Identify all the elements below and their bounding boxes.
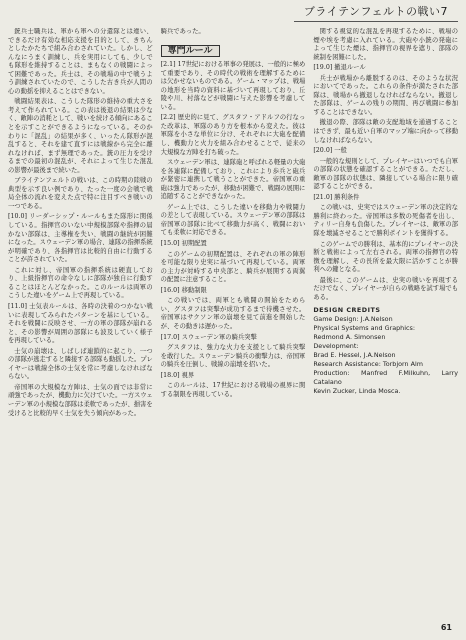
page-number: 61 [440, 623, 452, 632]
column-3-body [313, 28, 458, 302]
credit-line: Game Design: J.A.Nelson [313, 315, 393, 324]
paragraph: 兵士が戦場から離脱するのは、そのような状況においてであった。これらの条件が満たされた部隊は、戦場から撤退しなければならない。撤退した部隊は、ゲームの残りの期間、再び戦闘に参加することはできない。 [313, 74, 459, 116]
paragraph: グスタフは、強力な火力を支援として騎兵突撃を敢行した。スウェーデン騎兵の衝撃力は、帝国軍の騎兵を圧倒し、戦線の崩壊を招いた。 [160, 344, 306, 369]
column-2-intro: 騎兵であった。 [160, 28, 205, 35]
credit-line: Kevin Zucker, Linda Mosca. [313, 387, 401, 396]
paragraph: 戦闘結果表は、こうした隊形の維持の重大さを考えて作られている。この表は後退の結果は少なく、敵陣の消耗として、戦いを続ける傾向にあることを示すことができるようになっている。そのかわりに「混乱」の結果が多く、いったん隊形が混乱すると、それを建て直すには戦線から完全に離れなければ、まず無理であった。銃の圧力を受けるまでの最初の混乱が、それによって生じた混乱の影響が最後まで続いた。 [8, 98, 153, 174]
rule-paragraph: [17.0] スウェーデン軍の騎兵突撃 [160, 333, 257, 341]
credit-line: Physical Systems and Graphics: [313, 324, 415, 333]
paragraph: 士気の崩壊は、しばしば連鎖的に起こり、一つの部隊が逃走すると隣接する部隊も動揺した。プレイヤーは戦線全体の士気を常に考慮しなければならない。 [8, 347, 153, 381]
paragraph: このゲームでの勝利は、基本的にプレイヤーの決断と戦術によって左右される。両軍の指揮官の特徴を理解し、その長所を最大限に活かすことが勝利への鍵となる。 [313, 240, 459, 274]
credits-title: DESIGN CREDITS [313, 306, 381, 315]
credit-line: Production: Manfred F.Milkuhn, Larry Catalano [313, 369, 459, 387]
paragraph: スウェーデン軍は、連隊砲と呼ばれる軽量の大砲を各連隊に配備しており、これにより歩兵と砲兵が緊密に連携して戦うことができた。帝国軍の重砲は強力であったが、移動が困難で、戦闘の展開に追随することができなかった。 [160, 159, 306, 201]
credit-line: Research Assistance: Torbjorn Alm [313, 360, 423, 369]
running-title: ブライテンフェルトの戦い7 [294, 1, 458, 22]
credit-line: Brad E. Hessel, J.A.Nelson [313, 351, 396, 360]
section-heading: 専門ルール [161, 45, 220, 58]
paragraph: 撤退の際、部隊は敵の支配地域を通過することはできず、最も近い自軍のマップ端に向かって移動しなければならない。 [313, 119, 459, 144]
paragraph: 最後に、このゲームは、史実の戦いを再現するだけでなく、プレイヤーが自らの戦略を試す場でもある。 [313, 276, 459, 301]
paragraph: この戦いは、史実ではスウェーデン軍の決定的な勝利に終わった。帝国軍は多数の死傷者を出し、ティリー自身も負傷した。プレイヤーは、敵軍の部隊を壊滅させることで勝利ポイントを獲得する。 [313, 204, 459, 238]
rule-paragraph: [11.0] 士気表ルールは、各時の決着のつかない戦いに表現してみられたパターンを基にしている。それを戦闘に反映させ、一方の軍の部隊が崩れると、その影響が周囲の部隊にも波及していく様子を再現している。 [8, 302, 153, 345]
paragraph: これに対し、帝国軍の指揮系統は硬直しており、上級指揮官の命令なしに部隊が独自に行動することはほとんどなかった。このルールは両軍のこうした違いをゲーム上で再現している。 [8, 266, 153, 300]
column-3 [313, 28, 458, 612]
column-1 [8, 28, 153, 612]
paragraph: このゲームの初期配置は、それぞれの軍の陣形を可能な限り史実に基づいて再現している。両軍の主力が対峙する中央部と、騎兵が展開する両翼の配置に注意すること。 [160, 250, 306, 284]
paragraph: ブライテンフェルトの戦いは、この時期の陸戦の典型を示す良い例であり、たった一度の会戦で戦局全体の流れを変えた点で特に注目すべき戦いの一つである。 [8, 177, 153, 210]
paragraph: 銃兵士職兵は、軍から軍への分遣隊とは違い、できるだけ有効な相応支援を目的として、きちんとしたかたちで組み合わされていた。しかし、どんなにうまく訓練し、兵を実用にしても、少しでも隊形を維持することは、まもなくの戦闘によって困難であった。兵士は、その戦場の中で戦うよう訓練されていたので、こうした古き兵が人間の心の動揺を抑えることはできない。 [8, 28, 153, 95]
rule-paragraph: [10.0] リーダーシップ・ルールもまた隊形に関係している。指揮官のいない中規模部隊や指揮の届かない部隊は、主導権を失い、戦闘の継続が困難になった。スウェーデン軍の場合、連隊の指揮系統が明確であり、各指揮官は比較的自由に行動することが許されていた。 [8, 213, 153, 264]
article-columns [8, 28, 458, 612]
paragraph: このルールは、17世紀における戦場の視界に関する制限を再現している。 [160, 382, 306, 398]
credit-line: Redmond A. Simonsen [313, 333, 386, 342]
paragraph: この戦いでは、両軍とも戦闘の開始をためらい、グスタフは突撃が成功するまで待機させた。帝国軍はサクソン軍の崩壊を見て前進を開始したが、その動きは遅かった。 [160, 297, 306, 330]
rule-paragraph: [19.0] 撤退ルール [313, 64, 366, 72]
rule-paragraph: [18.0] 視界 [160, 371, 195, 379]
page-header [0, 0, 466, 22]
rule-paragraph: [20.0] 一般 [313, 147, 347, 155]
rule-paragraph: [2.2] 歴史的に見て、グスタフ・アドルフの行なった改革は、軍隊のあり方を根本から変えた。彼は軍隊を小さな単位に分け、それぞれに大砲を配備し、機動力と火力を組み合わせることで、従来の大規模な方陣を打ち破った。 [160, 114, 306, 156]
rule-paragraph: [15.0] 初期配置 [160, 240, 207, 248]
credits-lines [313, 315, 458, 396]
paragraph: ゲーム上では、こうした違いを移動力や戦闘力の差として表現している。スウェーデン軍の部隊は帝国軍の部隊に比べて移動力が高く、戦闘においても柔軟に対応できる。 [160, 203, 306, 237]
rule-paragraph: [2.1] 17世紀における軍事の発展は、一般的に極めて重要であり、その時代の戦術を理解するためには欠かせないものである。ゲーム・マップは、戦場の地形を当時の資料に基づいて再現しており、丘陵や川、村落などが戦闘に与えた影響を考慮している。 [160, 61, 306, 111]
column-2-body [161, 61, 306, 399]
paragraph: 一般的な規則として、プレイヤーはいつでも自軍の部隊の状態を確認することができる。ただし、敵軍の部隊の状態は、隣接している場合に限り確認することができる。 [313, 157, 459, 191]
design-credits [313, 306, 458, 396]
paragraph: 帝国軍の大規模な方陣は、士気の面では非常に頑強であったが、機動力に欠けていた。一方スウェーデン軍の小規模な部隊は柔軟であったが、損害を受けると比較的早く士気を失う傾向があった。 [8, 383, 153, 417]
column-2 [161, 28, 306, 612]
rule-paragraph: [16.0] 移動制限 [160, 286, 207, 294]
paragraph: 関する視覚的な混乱を再現するために、戦場の煙や埃を考慮に入れている。大砲や小銃の発砲によって生じた煙は、指揮官の視界を遮り、部隊の統制を困難にした。 [313, 28, 459, 61]
credit-line: Development: [313, 342, 359, 351]
rule-paragraph: [21.0] 勝利条件 [313, 193, 360, 201]
